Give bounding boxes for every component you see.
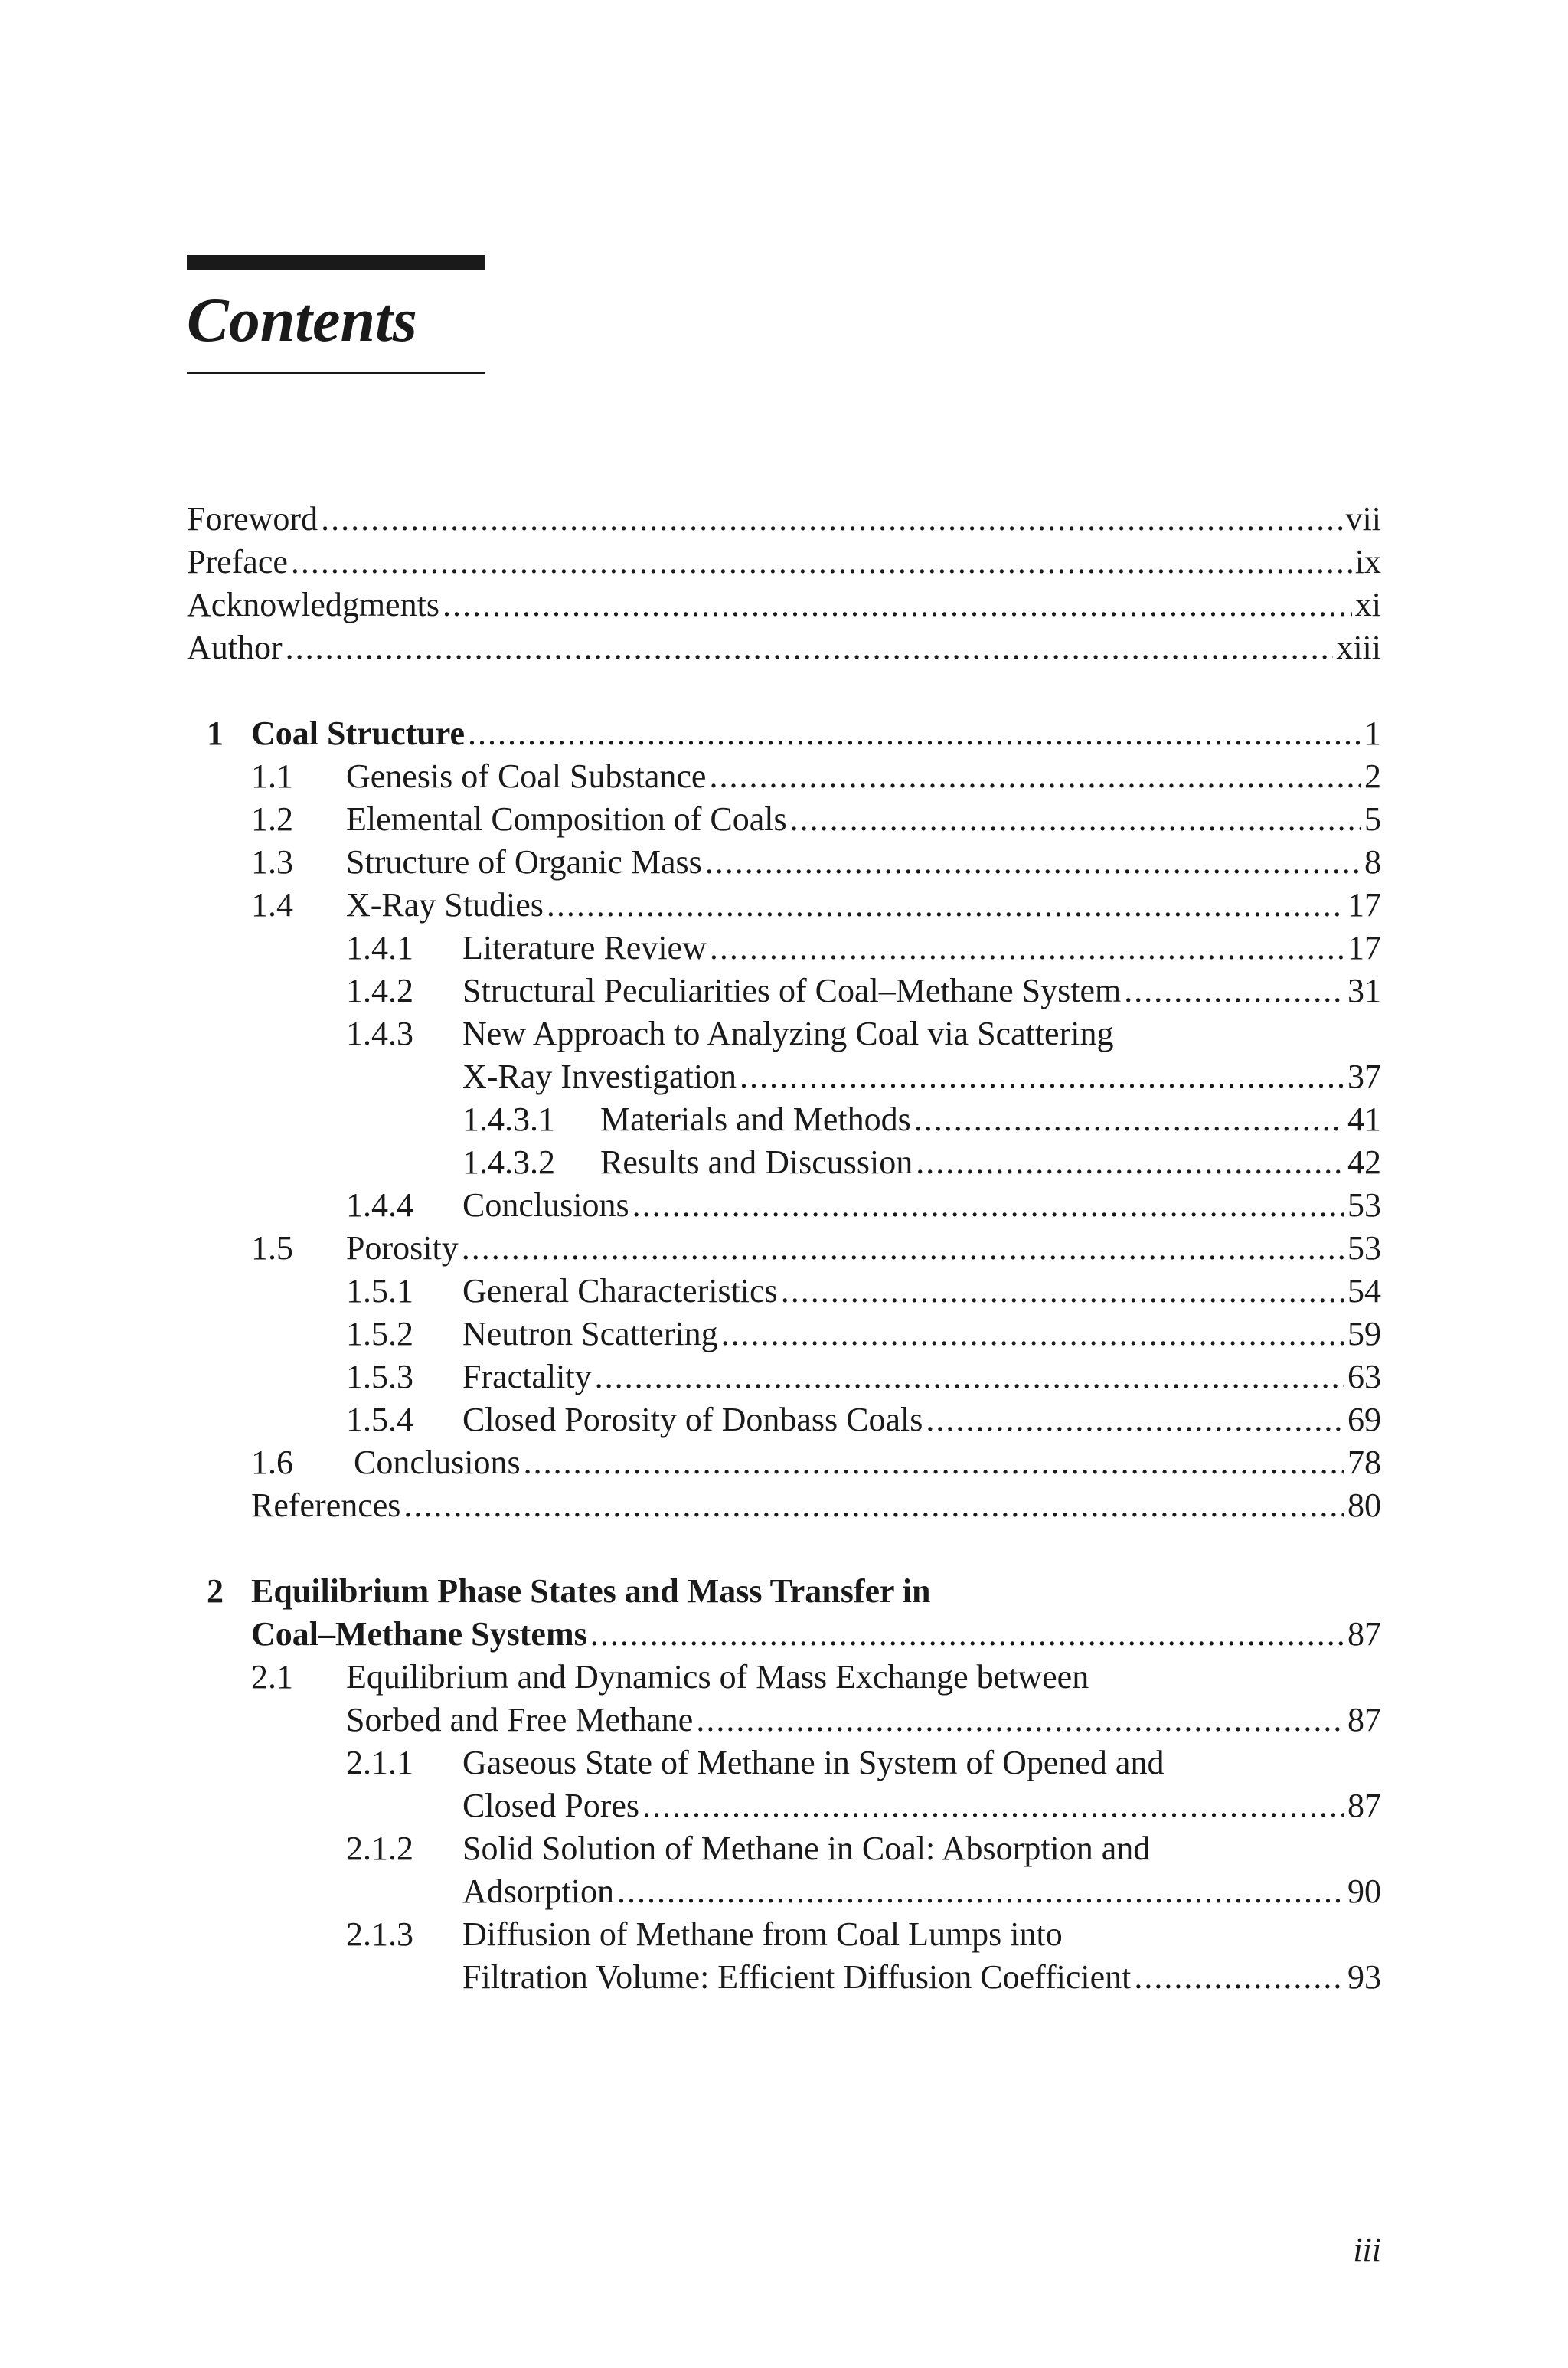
toc-entry-1-4-3[interactable]: X-Ray Investigation ..... 37: [462, 1055, 1381, 1098]
section-number: 1.6: [251, 1444, 293, 1481]
toc-entry-1-5-3[interactable]: Fractality ..... 63: [462, 1356, 1381, 1398]
toc-entry-1-4-4[interactable]: Conclusions ..... 53: [462, 1184, 1381, 1227]
toc-entry-preface[interactable]: Preface ..... ix: [187, 541, 1381, 584]
section-number: 1.3: [251, 843, 293, 881]
toc-entry-1-4-3-1[interactable]: Materials and Methods ..... 41: [600, 1098, 1381, 1141]
toc-entry-1-4-3-line1[interactable]: New Approach to Analyzing Coal via Scattering: [462, 1015, 1114, 1052]
toc-entry-1-4-3-2[interactable]: Results and Discussion ..... 42: [600, 1141, 1381, 1184]
toc-entry-1-4[interactable]: X-Ray Studies ..... 17: [346, 884, 1381, 927]
toc-entry-acknowledgments[interactable]: Acknowledgments ..... xi: [187, 584, 1381, 626]
chapter-number: 1: [207, 715, 224, 752]
subsubsection-number: 1.4.3.2: [462, 1143, 555, 1181]
toc-entry-1-4-1[interactable]: Literature Review ..... 17: [462, 927, 1381, 970]
page-folio: iii: [1353, 2231, 1381, 2268]
subsection-number: 1.4.2: [346, 972, 413, 1009]
toc-entry-2-1-1[interactable]: Closed Pores ..... 87: [462, 1784, 1381, 1827]
toc-entry-author[interactable]: Author ..... xiii: [187, 626, 1381, 669]
toc-entry-foreword[interactable]: Foreword ..... vii: [187, 498, 1381, 541]
toc-entry-1-5-1[interactable]: General Characteristics ..... 54: [462, 1270, 1381, 1313]
toc-entry-2-1[interactable]: Sorbed and Free Methane ..... 87: [346, 1699, 1381, 1742]
subsection-number: 2.1.3: [346, 1915, 413, 1953]
section-number: 1.1: [251, 757, 293, 795]
toc-entry-1-2[interactable]: Elemental Composition of Coals ..... 5: [346, 798, 1381, 841]
toc-entry-2-1-2[interactable]: Adsorption ..... 90: [462, 1870, 1381, 1913]
chapter-number: 2: [207, 1572, 224, 1610]
toc-entry-1-3[interactable]: Structure of Organic Mass ..... 8: [346, 841, 1381, 884]
title-rule: [187, 372, 485, 374]
toc-entry-2-1-3[interactable]: Filtration Volume: Efficient Diffusion Coefficient ..... 93: [462, 1956, 1381, 1999]
subsection-number: 1.5.1: [346, 1272, 413, 1310]
toc-chapter-2-line1[interactable]: Equilibrium Phase States and Mass Transfer in: [251, 1572, 931, 1610]
page-title: Contents: [187, 285, 417, 355]
toc-entry-references[interactable]: References ..... 80: [251, 1484, 1381, 1527]
toc-entry-1-1[interactable]: Genesis of Coal Substance ..... 2: [346, 755, 1381, 798]
toc-entry-1-6[interactable]: Conclusions ..... 78: [354, 1441, 1381, 1484]
subsubsection-number: 1.4.3.1: [462, 1101, 555, 1138]
toc-entry-1-4-2[interactable]: Structural Peculiarities of Coal–Methane System ..... 31: [462, 970, 1381, 1012]
toc-entry-2-1-line1[interactable]: Equilibrium and Dynamics of Mass Exchange between: [346, 1658, 1089, 1696]
toc-entry-1-5-2[interactable]: Neutron Scattering ..... 59: [462, 1313, 1381, 1356]
subsection-number: 1.5.2: [346, 1315, 413, 1352]
section-number: 1.4: [251, 886, 293, 924]
toc-chapter-2[interactable]: Coal–Methane Systems ..... 87: [251, 1613, 1381, 1656]
header-bar: [187, 255, 485, 270]
toc-entry-2-1-1-line1[interactable]: Gaseous State of Methane in System of Opened and: [462, 1744, 1165, 1781]
toc-entry-2-1-2-line1[interactable]: Solid Solution of Methane in Coal: Absorption and: [462, 1830, 1151, 1867]
toc-chapter-1[interactable]: Coal Structure ..... 1: [251, 712, 1381, 755]
subsection-number: 1.5.4: [346, 1401, 413, 1438]
section-number: 1.5: [251, 1229, 293, 1267]
toc-entry-2-1-3-line1[interactable]: Diffusion of Methane from Coal Lumps into: [462, 1915, 1063, 1953]
subsection-number: 2.1.1: [346, 1744, 413, 1781]
section-number: 1.2: [251, 800, 293, 838]
toc-entry-1-5-4[interactable]: Closed Porosity of Donbass Coals ..... 69: [462, 1398, 1381, 1441]
section-number: 2.1: [251, 1658, 293, 1696]
subsection-number: 1.5.3: [346, 1358, 413, 1395]
subsection-number: 1.4.1: [346, 929, 413, 966]
subsection-number: 2.1.2: [346, 1830, 413, 1867]
toc-entry-1-5[interactable]: Porosity ..... 53: [346, 1227, 1381, 1270]
subsection-number: 1.4.3: [346, 1015, 413, 1052]
subsection-number: 1.4.4: [346, 1186, 413, 1224]
